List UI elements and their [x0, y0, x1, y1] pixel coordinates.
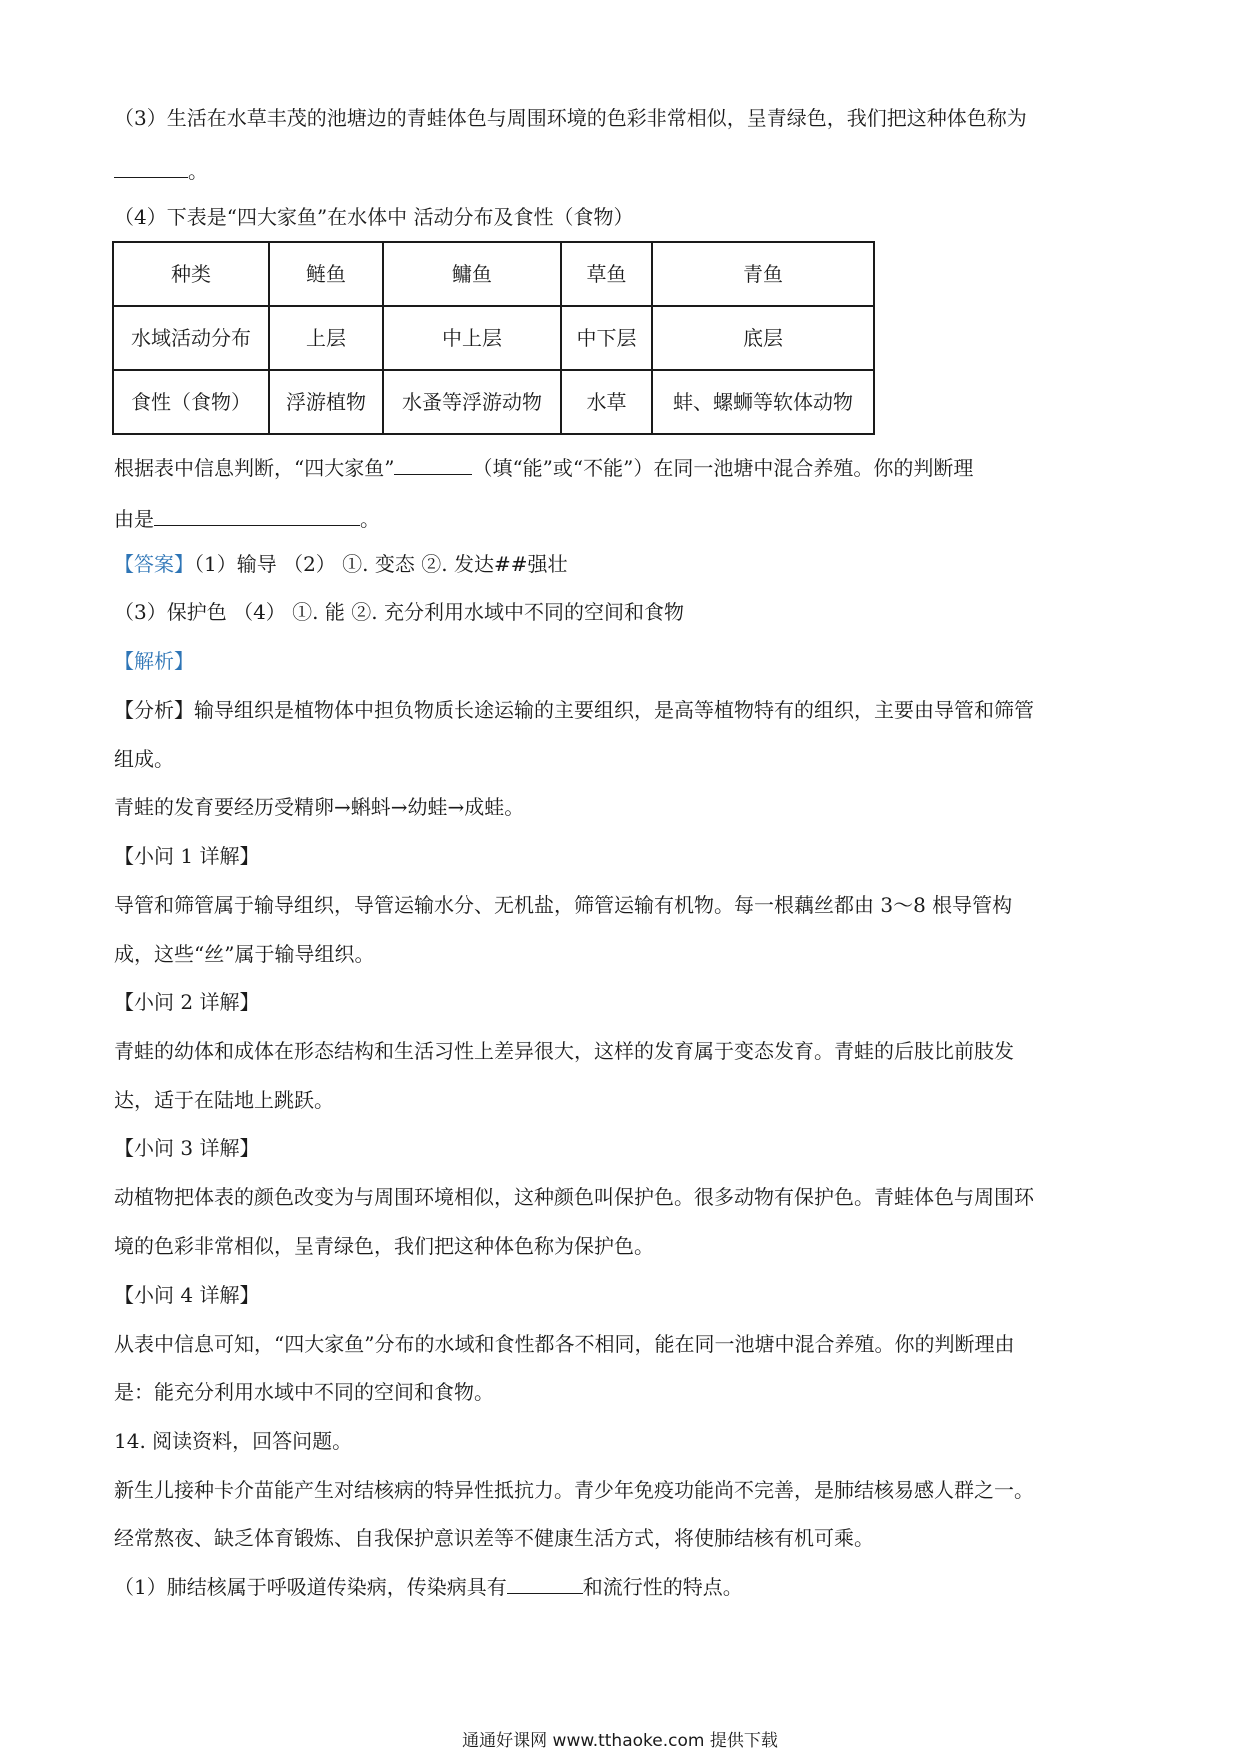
q14-para-line: 经常熬夜、缺乏体育锻炼、自我保护意识差等不健康生活方式，将使肺结核有机可乘。 [114, 1526, 874, 1550]
fish-table [112, 241, 875, 435]
q14-sub1-line [114, 1573, 743, 1601]
q3-text: （3）生活在水草丰茂的池塘边的青蛙体色与周围环境的色彩非常相似，呈青绿色，我们把这种体色称为 [114, 106, 1027, 130]
analysis-line: 导管和筛管属于输导组织，导管运输水分、无机盐，筛管运输有机物。每一根藕丝都由 3～8 根导管构 [114, 893, 1013, 917]
table-cell: 水蚤等浮游动物 [383, 370, 561, 434]
q4-judgement-line [114, 454, 973, 482]
q14-para-line: 新生儿接种卡介苗能产生对结核病的特异性抵抗力。青少年免疫功能尚不完善，是肺结核易感人群之一。 [114, 1478, 1034, 1502]
table-cell: 底层 [652, 306, 874, 370]
analysis-line: 从表中信息可知，“四大家鱼”分布的水域和食性都各不相同，能在同一池塘中混合养殖。你的判断理由 [114, 1332, 1015, 1356]
answer-label: 【答案】 [114, 552, 194, 576]
table-cell: 水域活动分布 [113, 306, 269, 370]
q4-blank-2[interactable] [154, 505, 360, 526]
q4-after1-b: （填“能”或“不能”）在同一池塘中混合养殖。你的判断理 [472, 456, 974, 480]
table-header-cell: 种类 [113, 242, 269, 306]
table-row [113, 370, 874, 434]
table-cell: 食性（食物） [113, 370, 269, 434]
analysis-line: 【小问 1 详解】 [114, 844, 260, 868]
q14-title: 14. 阅读资料，回答问题。 [114, 1429, 353, 1453]
table-cell: 中下层 [561, 306, 652, 370]
q3-answer-line [114, 157, 208, 185]
q4-reason-line [114, 505, 380, 533]
analysis-line: 组成。 [114, 747, 174, 771]
table-cell: 蚌、螺蛳等软体动物 [652, 370, 874, 434]
table-cell: 浮游植物 [269, 370, 383, 434]
table-header-cell: 鳙鱼 [383, 242, 561, 306]
table-header-cell: 草鱼 [561, 242, 652, 306]
table-row [113, 306, 874, 370]
table-cell: 中上层 [383, 306, 561, 370]
analysis-label: 【解析】 [114, 649, 194, 673]
q3-blank[interactable] [114, 157, 188, 178]
analysis-line: 青蛙的幼体和成体在形态结构和生活习性上差异很大，这样的发育属于变态发育。青蛙的后肢比前肢发 [114, 1039, 1014, 1063]
table-row [113, 242, 874, 306]
analysis-line: 动植物把体表的颜色改变为与周围环境相似，这种颜色叫保护色。很多动物有保护色。青蛙体色与周围环 [114, 1185, 1034, 1209]
analysis-line: 【分析】输导组织是植物体中担负物质长途运输的主要组织，是高等植物特有的组织，主要由导管和筛管 [114, 698, 1034, 722]
q4-after1-a: 根据表中信息判断，“四大家鱼” [114, 456, 395, 480]
q4-after2-b: 。 [360, 507, 380, 531]
analysis-line: 是：能充分利用水域中不同的空间和食物。 [114, 1380, 494, 1404]
q3-end: 。 [188, 159, 208, 183]
analysis-line: 达，适于在陆地上跳跃。 [114, 1088, 334, 1112]
q4-blank-1[interactable] [394, 454, 472, 475]
table-cell: 上层 [269, 306, 383, 370]
analysis-line: 境的色彩非常相似，呈青绿色，我们把这种体色称为保护色。 [114, 1234, 654, 1258]
answer-line-2: （3）保护色 （4） ①. 能 ②. 充分利用水域中不同的空间和食物 [114, 600, 684, 624]
answer-line-1 [114, 550, 567, 578]
footer-watermark: 通通好课网 www.tthaoke.com 提供下载 [462, 1731, 778, 1751]
q14-blank[interactable] [507, 1573, 583, 1594]
q14-sub1-b: 和流行性的特点。 [582, 1575, 743, 1599]
analysis-line: 成，这些“丝”属于输导组织。 [114, 942, 375, 966]
table-header-cell: 青鱼 [652, 242, 874, 306]
answer-text-1: （1）输导 （2） ①. 变态 ②. 发达##强壮 [194, 552, 568, 576]
table-header-cell: 鲢鱼 [269, 242, 383, 306]
analysis-line: 【小问 4 详解】 [114, 1283, 260, 1307]
analysis-line: 【小问 3 详解】 [114, 1136, 260, 1160]
q14-sub1-a: （1）肺结核属于呼吸道传染病，传染病具有 [114, 1575, 507, 1599]
q4-intro: （4）下表是“四大家鱼”在水体中 活动分布及食性（食物） [114, 205, 634, 229]
analysis-line: 青蛙的发育要经历受精卵→蝌蚪→幼蛙→成蛙。 [114, 795, 525, 819]
q4-after2-a: 由是 [114, 507, 154, 531]
analysis-line: 【小问 2 详解】 [114, 990, 260, 1014]
table-cell: 水草 [561, 370, 652, 434]
